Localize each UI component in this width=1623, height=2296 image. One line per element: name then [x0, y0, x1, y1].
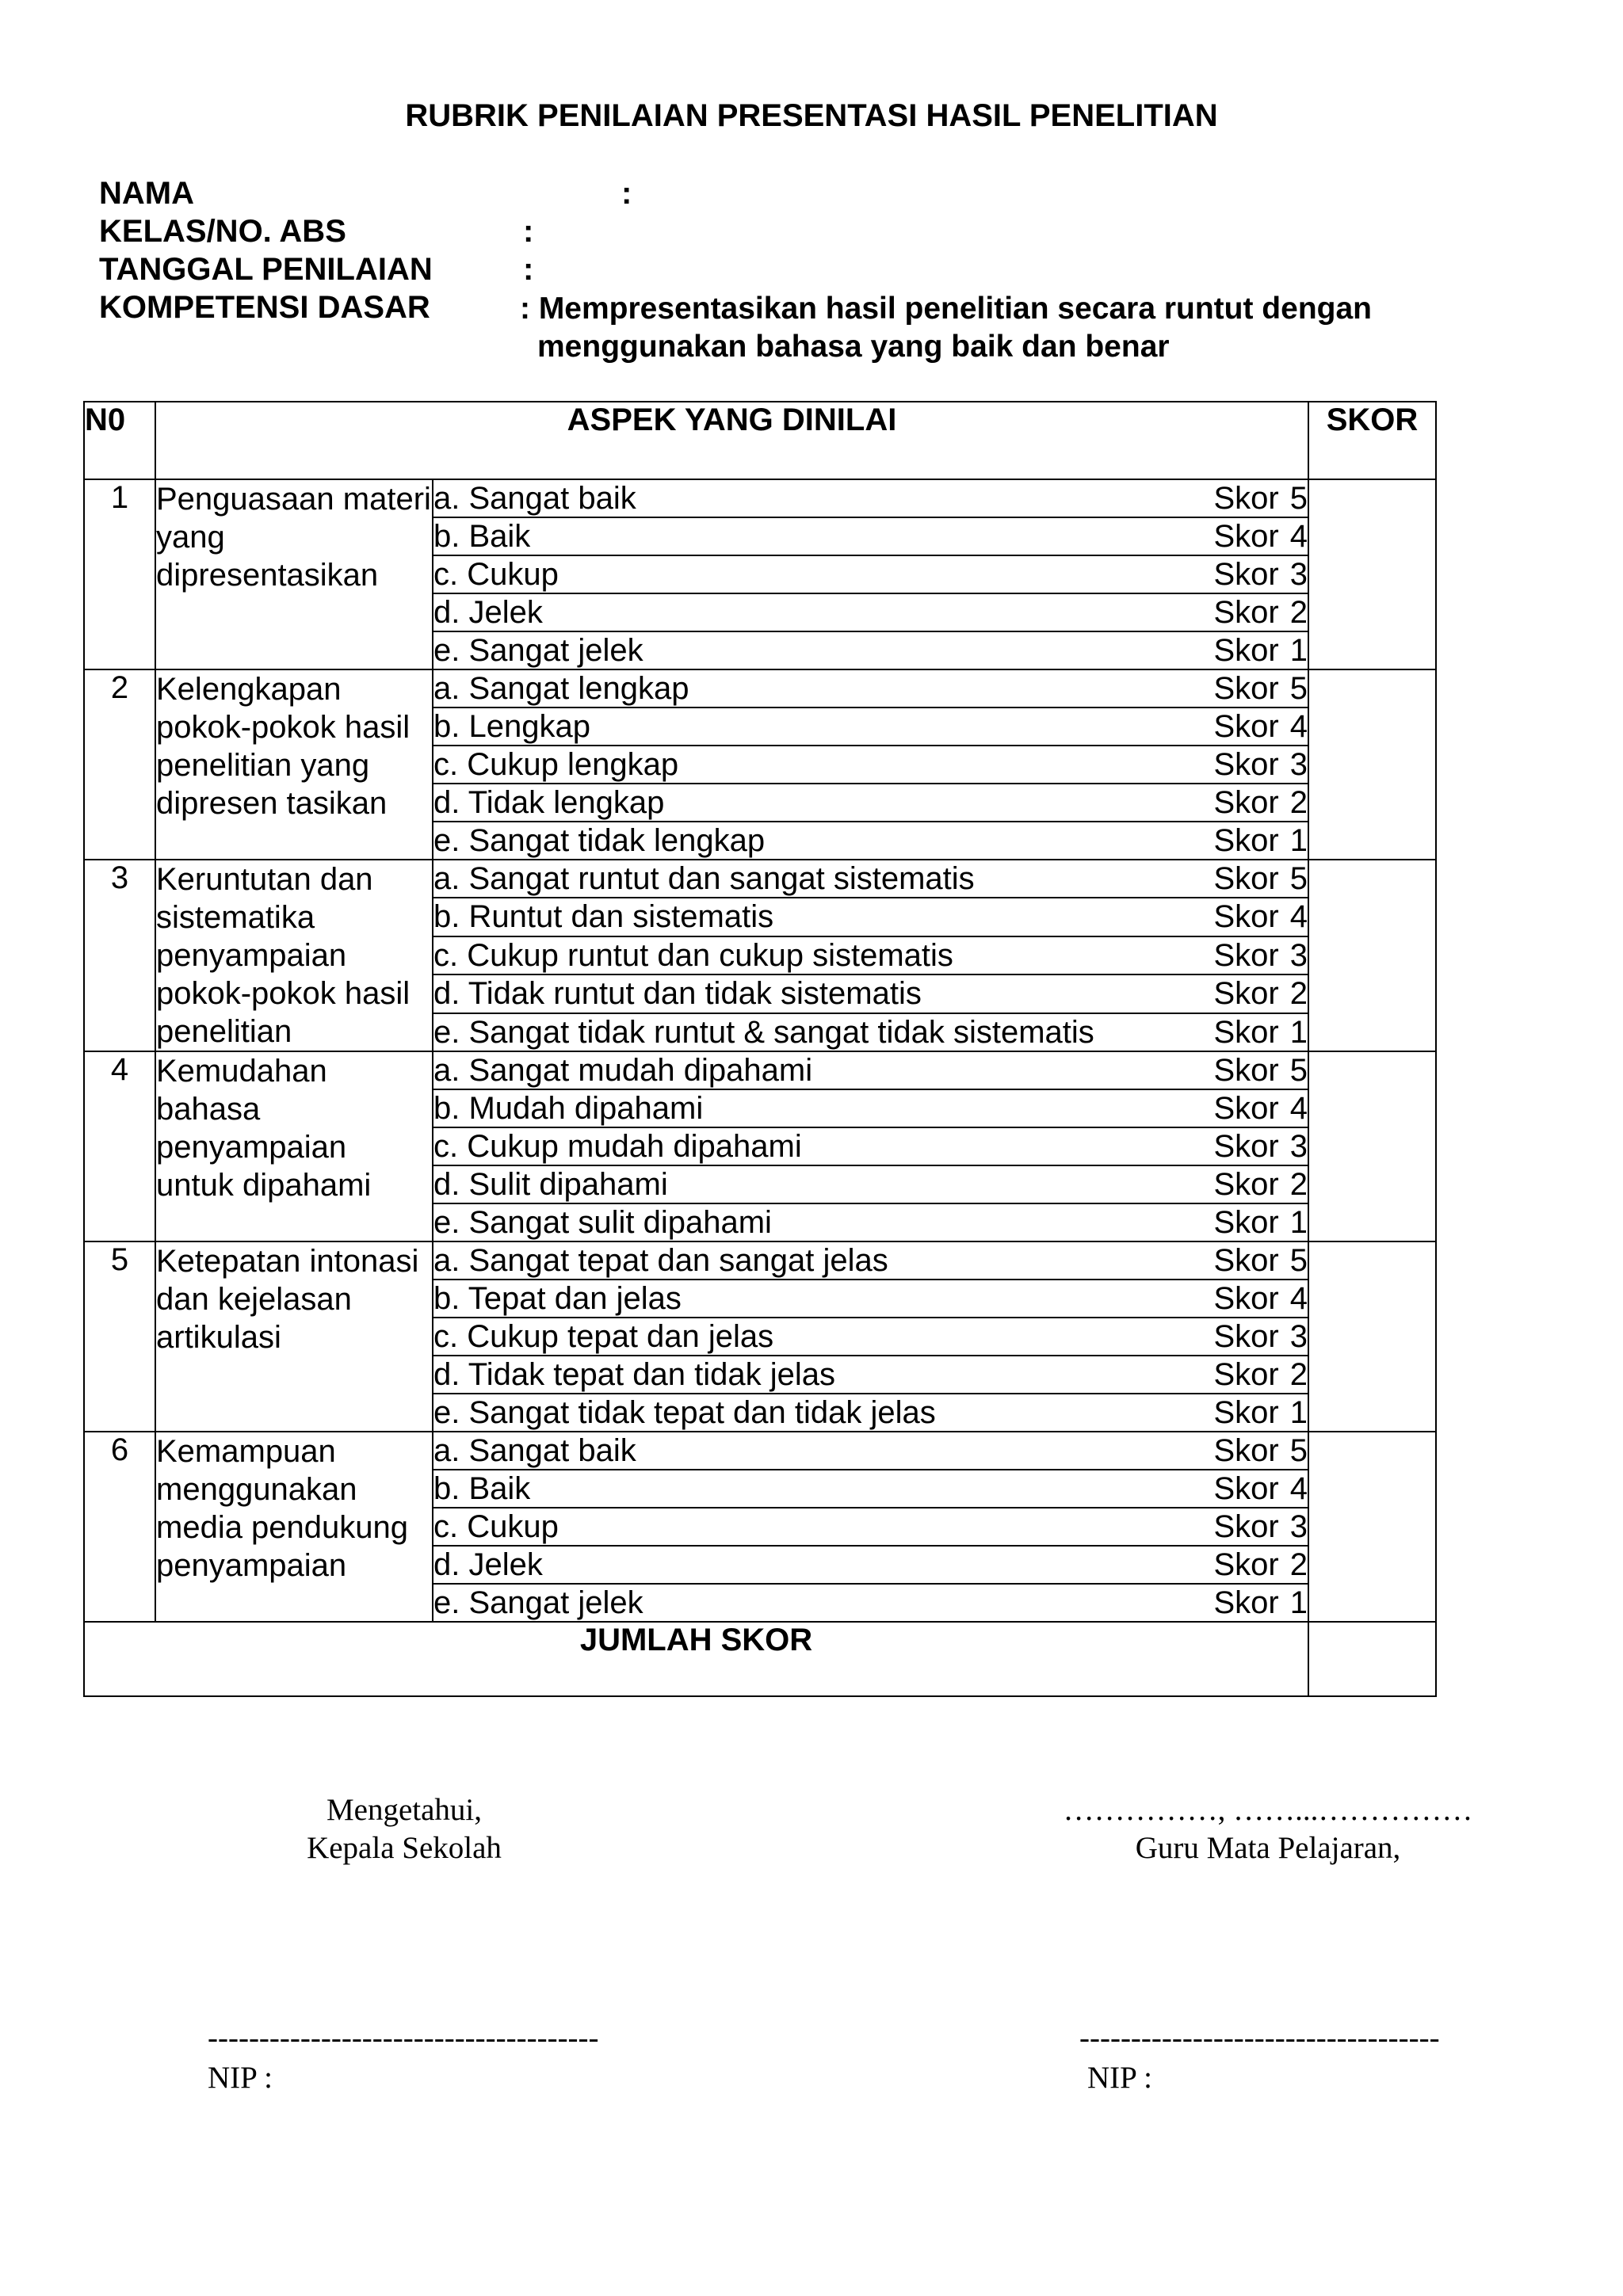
criteria-score: [1214, 746, 1308, 783]
kompetensi-value-line2: menggunakan bahasa yang baik dan benar: [537, 330, 1170, 364]
score-prefix: Skor: [1213, 633, 1279, 668]
score-prefix: Skor: [1213, 785, 1279, 820]
criteria-label: a. Sangat tepat dan sangat jelas: [433, 1243, 888, 1278]
teacher-signature-line: -----------------------------------: [1079, 2021, 1440, 2055]
criteria-score: [1214, 518, 1308, 555]
score-value: 4: [1289, 899, 1308, 935]
score-prefix: Skor: [1213, 1547, 1279, 1582]
criteria-label: d. Tidak runtut dan tidak sistematis: [433, 976, 922, 1012]
aspect-label: Kelengkapan pokok-pokok hasil penelitian yang dipresen tasikan: [156, 672, 411, 821]
criteria-score: [1214, 1242, 1308, 1279]
score-input-cell[interactable]: [1308, 1241, 1436, 1432]
criteria-score: [1214, 860, 1308, 897]
criteria-label: a. Sangat lengkap: [433, 671, 689, 706]
criteria-cell: [433, 822, 1308, 860]
criteria-score: [1214, 1508, 1308, 1545]
criteria-label: c. Cukup lengkap: [433, 747, 679, 782]
aspect-cell: [155, 1241, 433, 1432]
score-prefix: Skor: [1213, 1053, 1279, 1088]
aspect-cell: [155, 669, 433, 860]
score-value: 2: [1289, 1167, 1308, 1202]
score-input-cell[interactable]: [1308, 1051, 1436, 1241]
score-value: 4: [1289, 709, 1308, 744]
total-label: JUMLAH SKOR: [84, 1622, 1308, 1696]
score-value: 5: [1289, 1433, 1308, 1468]
aspect-label: Keruntutan dan sistematika penyampaian pokok-pokok hasil penelitian: [156, 862, 411, 1049]
score-value: 1: [1289, 1205, 1308, 1240]
criteria-label: e. Sangat tidak tepat dan tidak jelas: [433, 1395, 936, 1430]
aspect-label: Kemampuan menggunakan media pendukung penyampaian: [156, 1434, 409, 1583]
criteria-label: d. Tidak lengkap: [433, 785, 665, 820]
criteria-label: d. Tidak tepat dan tidak jelas: [433, 1357, 835, 1392]
kompetensi-value-line1: : Mempresentasikan hasil penelitian secara runtut dengan: [520, 292, 1372, 326]
criteria-score: [1214, 1318, 1308, 1355]
score-value: 2: [1289, 976, 1308, 1012]
row-number: 2: [84, 669, 155, 860]
aspect-label: Penguasaan materi yang dipresentasikan: [156, 482, 431, 593]
option-row: [84, 1051, 1436, 1089]
criteria-score: [1214, 632, 1308, 669]
criteria-cell: [433, 936, 1308, 974]
score-prefix: Skor: [1213, 1319, 1279, 1354]
criteria-score: [1214, 822, 1308, 859]
score-prefix: Skor: [1213, 937, 1279, 973]
score-prefix: Skor: [1213, 481, 1279, 516]
criteria-cell: [433, 860, 1308, 898]
score-prefix: Skor: [1213, 671, 1279, 706]
score-input-cell[interactable]: [1308, 1432, 1436, 1622]
principal-signature-line: --------------------------------------: [208, 2021, 599, 2055]
teacher-label: Guru Mata Pelajaran,: [1135, 1831, 1401, 1865]
score-prefix: Skor: [1213, 861, 1279, 896]
score-value: 1: [1289, 633, 1308, 668]
criteria-cell: [433, 1546, 1308, 1584]
total-row: [84, 1622, 1436, 1696]
score-value: 5: [1289, 1053, 1308, 1088]
score-prefix: Skor: [1213, 1129, 1279, 1164]
score-prefix: Skor: [1213, 1205, 1279, 1240]
criteria-cell: [433, 1318, 1308, 1356]
criteria-label: b. Runtut dan sistematis: [433, 899, 774, 935]
row-number: 5: [84, 1241, 155, 1432]
aspect-cell: [155, 860, 433, 1051]
criteria-label: a. Sangat baik: [433, 1433, 636, 1468]
nama-label: NAMA: [99, 176, 194, 211]
criteria-score: [1214, 556, 1308, 593]
score-value: 2: [1289, 1357, 1308, 1392]
score-value: 3: [1289, 747, 1308, 782]
score-prefix: Skor: [1213, 976, 1279, 1012]
criteria-label: a. Sangat baik: [433, 481, 636, 516]
criteria-cell: [433, 1013, 1308, 1051]
score-prefix: Skor: [1213, 1471, 1279, 1506]
kelas-label: KELAS/NO. ABS: [99, 214, 346, 249]
criteria-label: e. Sangat jelek: [433, 1585, 643, 1620]
score-value: 2: [1289, 1547, 1308, 1582]
criteria-label: a. Sangat mudah dipahami: [433, 1053, 813, 1088]
criteria-cell: [433, 1089, 1308, 1127]
principal-nip-label: NIP :: [208, 2061, 273, 2095]
criteria-score: [1214, 1128, 1308, 1165]
criteria-cell: [433, 1432, 1308, 1470]
score-value: 4: [1289, 1471, 1308, 1506]
score-prefix: Skor: [1213, 1167, 1279, 1202]
kompetensi-label: KOMPETENSI DASAR: [99, 290, 430, 325]
acknowledged-label: Mengetahui,: [326, 1793, 483, 1827]
kelas-colon: :: [523, 214, 534, 249]
kompetensi-value: [520, 290, 1457, 366]
tanggal-colon: :: [523, 252, 534, 287]
nama-colon: :: [621, 176, 632, 211]
total-score-cell[interactable]: [1308, 1622, 1436, 1696]
score-value: 3: [1289, 937, 1308, 973]
criteria-label: e. Sangat tidak lengkap: [433, 823, 766, 858]
criteria-label: d. Sulit dipahami: [433, 1167, 668, 1202]
score-value: 5: [1289, 481, 1308, 516]
criteria-score: [1214, 1394, 1308, 1431]
criteria-score: [1214, 1090, 1308, 1127]
aspect-label: Ketepatan intonasi dan kejelasan artikulasi: [156, 1244, 419, 1355]
criteria-score: [1214, 1470, 1308, 1507]
criteria-label: b. Mudah dipahami: [433, 1091, 704, 1126]
criteria-cell: [433, 669, 1308, 707]
criteria-score: [1214, 1052, 1308, 1089]
criteria-cell: [433, 784, 1308, 822]
criteria-label: b. Baik: [433, 519, 531, 554]
criteria-cell: [433, 479, 1308, 517]
score-value: 3: [1289, 1319, 1308, 1354]
score-prefix: Skor: [1213, 1433, 1279, 1468]
score-value: 2: [1289, 595, 1308, 630]
row-number: 4: [84, 1051, 155, 1241]
criteria-cell: [433, 707, 1308, 746]
criteria-cell: [433, 1584, 1308, 1622]
place-date-line: ……………, ……...……………: [1063, 1793, 1473, 1827]
score-value: 5: [1289, 861, 1308, 896]
criteria-score: [1214, 1547, 1308, 1583]
criteria-label: e. Sangat sulit dipahami: [433, 1205, 772, 1240]
criteria-cell: [433, 1241, 1308, 1280]
criteria-score: [1214, 784, 1308, 821]
criteria-cell: [433, 517, 1308, 555]
score-prefix: Skor: [1213, 1585, 1279, 1620]
criteria-cell: [433, 1051, 1308, 1089]
criteria-score: [1214, 1280, 1308, 1317]
tanggal-label: TANGGAL PENILAIAN: [99, 252, 433, 287]
criteria-label: b. Tepat dan jelas: [433, 1281, 682, 1316]
row-number: 3: [84, 860, 155, 1051]
score-value: 4: [1289, 1281, 1308, 1316]
score-value: 2: [1289, 785, 1308, 820]
aspect-cell: [155, 1051, 433, 1241]
teacher-nip-label: NIP :: [1087, 2061, 1152, 2095]
criteria-label: c. Cukup: [433, 557, 559, 592]
score-value: 1: [1289, 1014, 1308, 1050]
criteria-score: [1214, 1432, 1308, 1469]
score-prefix: Skor: [1213, 1395, 1279, 1430]
score-value: 1: [1289, 1585, 1308, 1620]
criteria-score: [1214, 670, 1308, 707]
criteria-score: [1214, 975, 1308, 1012]
criteria-score: [1214, 708, 1308, 745]
principal-label: Kepala Sekolah: [307, 1831, 502, 1865]
criteria-score: [1214, 937, 1308, 974]
criteria-label: c. Cukup runtut dan cukup sistematis: [433, 937, 953, 973]
criteria-cell: [433, 1356, 1308, 1394]
score-prefix: Skor: [1213, 595, 1279, 630]
score-value: 3: [1289, 1129, 1308, 1164]
score-input-cell[interactable]: [1308, 479, 1436, 669]
score-prefix: Skor: [1213, 1357, 1279, 1392]
score-prefix: Skor: [1213, 709, 1279, 744]
score-value: 5: [1289, 1243, 1308, 1278]
score-prefix: Skor: [1213, 747, 1279, 782]
option-row: [84, 669, 1436, 707]
criteria-label: d. Jelek: [433, 1547, 543, 1582]
score-input-cell[interactable]: [1308, 669, 1436, 860]
criteria-cell: [433, 593, 1308, 631]
aspect-label: Kemudahan bahasa penyampaian untuk dipahami: [156, 1054, 372, 1203]
criteria-cell: [433, 1203, 1308, 1241]
criteria-score: [1214, 898, 1308, 935]
option-row: [84, 860, 1436, 898]
aspect-cell: [155, 1432, 433, 1622]
option-row: [84, 1241, 1436, 1280]
score-value: 1: [1289, 1395, 1308, 1430]
criteria-label: a. Sangat runtut dan sangat sistematis: [433, 861, 975, 896]
row-number: 6: [84, 1432, 155, 1622]
criteria-cell: [433, 1127, 1308, 1165]
score-prefix: Skor: [1213, 823, 1279, 858]
criteria-cell: [433, 631, 1308, 669]
criteria-cell: [433, 1280, 1308, 1318]
criteria-label: b. Lengkap: [433, 709, 590, 744]
score-prefix: Skor: [1213, 1509, 1279, 1544]
score-value: 3: [1289, 1509, 1308, 1544]
aspect-cell: [155, 479, 433, 669]
criteria-label: c. Cukup mudah dipahami: [433, 1129, 802, 1164]
criteria-score: [1214, 1166, 1308, 1203]
criteria-score: [1214, 1356, 1308, 1393]
criteria-cell: [433, 746, 1308, 784]
criteria-label: c. Cukup: [433, 1509, 559, 1544]
rubric-table: [83, 401, 1437, 1697]
criteria-score: [1214, 1014, 1308, 1051]
score-input-cell[interactable]: [1308, 860, 1436, 1051]
score-value: 1: [1289, 823, 1308, 858]
criteria-score: [1214, 1585, 1308, 1621]
score-prefix: Skor: [1213, 519, 1279, 554]
criteria-cell: [433, 555, 1308, 593]
column-header-skor: SKOR: [1308, 402, 1436, 479]
score-prefix: Skor: [1213, 1281, 1279, 1316]
score-value: 4: [1289, 1091, 1308, 1126]
criteria-label: c. Cukup tepat dan jelas: [433, 1319, 774, 1354]
score-prefix: Skor: [1213, 1243, 1279, 1278]
criteria-label: e. Sangat tidak runtut & sangat tidak sistematis: [433, 1014, 1094, 1050]
criteria-cell: [433, 1394, 1308, 1432]
option-row: [84, 479, 1436, 517]
column-header-aspek: ASPEK YANG DINILAI: [155, 402, 1308, 479]
criteria-cell: [433, 898, 1308, 936]
criteria-cell: [433, 974, 1308, 1013]
option-row: [84, 1432, 1436, 1470]
criteria-label: e. Sangat jelek: [433, 633, 643, 668]
score-value: 4: [1289, 519, 1308, 554]
score-value: 5: [1289, 671, 1308, 706]
column-header-no: N0: [84, 402, 155, 479]
document-title: RUBRIK PENILAIAN PRESENTASI HASIL PENELITIAN: [405, 98, 1218, 133]
criteria-score: [1214, 594, 1308, 631]
score-prefix: Skor: [1213, 1091, 1279, 1126]
table-header-row: [84, 402, 1436, 479]
criteria-score: [1214, 1204, 1308, 1241]
score-value: 3: [1289, 557, 1308, 592]
score-prefix: Skor: [1213, 557, 1279, 592]
criteria-cell: [433, 1470, 1308, 1508]
criteria-cell: [433, 1165, 1308, 1203]
row-number: 1: [84, 479, 155, 669]
criteria-label: d. Jelek: [433, 595, 543, 630]
score-prefix: Skor: [1213, 899, 1279, 935]
criteria-cell: [433, 1508, 1308, 1546]
criteria-score: [1214, 480, 1308, 517]
criteria-label: b. Baik: [433, 1471, 531, 1506]
score-prefix: Skor: [1213, 1014, 1279, 1050]
